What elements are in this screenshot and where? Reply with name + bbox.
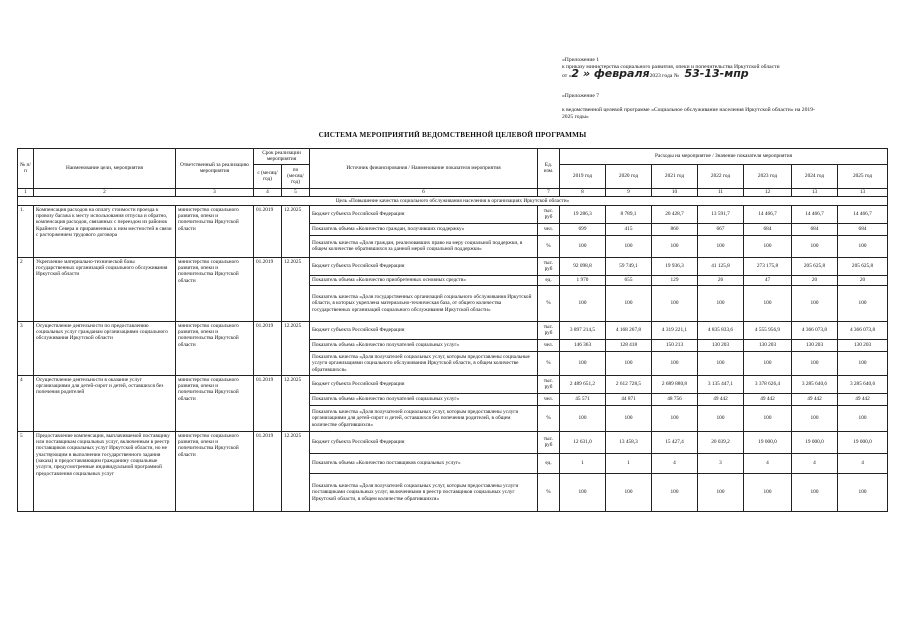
unit: ед.	[538, 453, 560, 473]
year-value: 47	[744, 275, 792, 285]
period-to: 12.2025	[282, 375, 310, 431]
period-from: 01.2019	[254, 431, 282, 511]
year-value: 100	[606, 405, 652, 431]
year-value: 3 135 447,1	[698, 375, 744, 393]
unit: %	[538, 351, 560, 375]
indicator-name: Бюджет субъекта Российской Федерации	[310, 257, 538, 275]
year-value: 860	[652, 223, 698, 235]
column-number: 8	[560, 188, 606, 196]
indicator-name: Показатель объема «Количество поставщиков социальных услуг»	[310, 453, 538, 473]
year-value: 130 203	[744, 339, 792, 351]
appendix-7-line2: 2025 годы»	[562, 114, 589, 120]
column-number: 3	[176, 188, 254, 196]
year-value: 100	[744, 285, 792, 321]
period-to: 12.2025	[282, 431, 310, 511]
year-value: 8 789,1	[606, 205, 652, 223]
table-row	[18, 205, 888, 223]
header-name: Наименование цели, мероприятия	[34, 149, 176, 189]
year-value: 92 098,8	[560, 257, 606, 275]
year-value: 415	[606, 223, 652, 235]
year-value: 4	[792, 453, 838, 473]
year-value: 2 689 880,8	[652, 375, 698, 393]
header-year: 2023 год	[744, 164, 792, 188]
year-value: 100	[698, 235, 744, 257]
year-value: 4 366 073,8	[838, 321, 888, 339]
column-number: 6	[310, 188, 538, 196]
year-value: 4	[838, 453, 888, 473]
indicator-name: Показатель качества «Доля получателей социальных услуг, которым предоставлены услуги поставщиками социальных услуг, включенными в реестр поставщиков социальных услуг Иркутской области, в общем количестве обратившихся»	[310, 473, 538, 511]
indicator-name: Показатель качества «Доля получателей социальных услуг, которым предоставлены услуги организациями для детей-сирот и детей, оставшихся без попечения родителей, в общем количестве обратившихся»	[310, 405, 538, 431]
period-to: 12.2025	[282, 205, 310, 257]
year-value: 684	[838, 223, 888, 235]
year-value: 100	[560, 285, 606, 321]
period-from: 01.2019	[254, 321, 282, 375]
year-value: 4 835 833,6	[698, 321, 744, 339]
measure-name: Компенсация расходов на оплату стоимости проезда к провозу багажа к месту использования отпуска и обратно, компенсация расходов, связанных с переездом из районов Крайнего Севера и приравненных к ним местностей в связи с расторжением трудового договора	[34, 205, 176, 257]
year-value: 1 970	[560, 275, 606, 285]
year-value: 100	[792, 285, 838, 321]
column-number: 11	[698, 188, 744, 196]
year-value: 100	[606, 351, 652, 375]
row-number: 4	[18, 375, 34, 431]
handwritten-date: 2 » февраля	[571, 67, 650, 80]
row-number: 2	[18, 257, 34, 321]
year-value: 20 039,2	[698, 431, 744, 453]
year-value: 59 749,1	[606, 257, 652, 275]
executor: министерство социального развития, опеки и попечительства Иркутской области	[176, 375, 254, 431]
year-value: 4	[652, 453, 698, 473]
header-unit: Ед. изм.	[538, 149, 560, 189]
year-value: 667	[698, 223, 744, 235]
year-value: 100	[744, 351, 792, 375]
column-number: 4	[254, 188, 282, 196]
year-value: 100	[560, 235, 606, 257]
year-value: 48 756	[652, 393, 698, 405]
column-number: 13	[838, 188, 888, 196]
year-value: 49 442	[838, 393, 888, 405]
unit: тыс. руб	[538, 375, 560, 393]
year-value: 45 571	[560, 393, 606, 405]
year-value: 100	[560, 405, 606, 431]
date-year: 2023 года №	[649, 73, 680, 79]
year-value: 100	[652, 473, 698, 511]
indicator-name: Бюджет субъекта Российской Федерации	[310, 431, 538, 453]
column-number: 1	[18, 188, 34, 196]
year-value: 100	[652, 285, 698, 321]
header-source: Источник финансирования / Наименование показателя мероприятия	[310, 149, 538, 189]
year-value: 100	[560, 351, 606, 375]
appendix-7-line1: к ведомственной целевой программе «Социальное обслуживание населения Иркутской области» на 2019-	[562, 107, 815, 113]
year-value: 100	[838, 285, 888, 321]
year-value: 100	[792, 235, 838, 257]
header-period: Срок реализации мероприятия	[254, 149, 310, 165]
year-value: 129	[652, 275, 698, 285]
unit: %	[538, 405, 560, 431]
year-value: 130 203	[838, 339, 888, 351]
unit: ед.	[538, 275, 560, 285]
year-value: 3 285 640,6	[792, 375, 838, 393]
year-value: 14 466,7	[792, 205, 838, 223]
column-number: 10	[652, 188, 698, 196]
year-value: 13 591,7	[698, 205, 744, 223]
unit: чел.	[538, 223, 560, 235]
year-value: 4 168 267,8	[606, 321, 652, 339]
header-year: 2022 год	[698, 164, 744, 188]
year-value: 13 458,3	[606, 431, 652, 453]
header-year: 2021 год	[652, 164, 698, 188]
year-value: 205 625,8	[838, 257, 888, 275]
indicator-name: Показатель качества «Доля государственных организаций социального обслуживания Иркутской области, в которых укреплена материально-техническая база, от общего количества государственных организаций социального обслуживания Иркутской области»	[310, 285, 538, 321]
appendix-7-title: «Приложение 7	[562, 93, 600, 99]
year-value: 4 555 956,9	[744, 321, 792, 339]
year-value: 100	[560, 473, 606, 511]
executor: министерство социального развития, опеки и попечительства Иркутской области	[176, 431, 254, 511]
unit: тыс. руб	[538, 431, 560, 453]
unit: чел.	[538, 339, 560, 351]
year-value: 100	[698, 473, 744, 511]
year-value: 12 631,0	[560, 431, 606, 453]
appendix-1-title: «Приложение 1	[562, 57, 600, 63]
year-value: 100	[792, 473, 838, 511]
header-to: по (месяц/год)	[282, 164, 310, 188]
year-value: 130 203	[792, 339, 838, 351]
year-value: 100	[838, 473, 888, 511]
year-value: 100	[652, 351, 698, 375]
year-value: 1	[560, 453, 606, 473]
year-value: 100	[792, 405, 838, 431]
year-value: 49 442	[792, 393, 838, 405]
year-value: 41 125,8	[698, 257, 744, 275]
header-from: с (месяц/год)	[254, 164, 282, 188]
year-value: 100	[606, 285, 652, 321]
year-value: 19 936,3	[652, 257, 698, 275]
header-year: 2024 год	[792, 164, 838, 188]
table-row	[18, 257, 888, 275]
year-value: 100	[698, 351, 744, 375]
year-value: 2 612 728,5	[606, 375, 652, 393]
period-from: 01.2019	[254, 375, 282, 431]
year-value: 19 000,0	[744, 431, 792, 453]
year-value: 4	[744, 453, 792, 473]
indicator-name: Показатель объема «Количество приобретенных основных средств»	[310, 275, 538, 285]
year-value: 100	[838, 405, 888, 431]
table-row	[18, 431, 888, 453]
year-value: 100	[652, 405, 698, 431]
year-value: 19 000,0	[792, 431, 838, 453]
year-value: 14 466,7	[744, 205, 792, 223]
unit: тыс. руб	[538, 321, 560, 339]
year-value: 100	[606, 473, 652, 511]
year-value: 150 213	[652, 339, 698, 351]
column-number: 2	[34, 188, 176, 196]
indicator-name: Показатель объема «Количество получателей социальных услуг»	[310, 339, 538, 351]
year-value: 26	[698, 275, 744, 285]
executor: министерство социального развития, опеки и попечительства Иркутской области	[176, 205, 254, 257]
column-number: 13	[792, 188, 838, 196]
column-number-row	[18, 188, 888, 196]
year-value: 699	[560, 223, 606, 235]
row-number: 3	[18, 321, 34, 375]
year-value: 1	[606, 453, 652, 473]
year-value: 100	[744, 235, 792, 257]
measure-name: Осуществление деятельности по предоставлению социальных услуг гражданам организациями социального обслуживания Иркутской области	[34, 321, 176, 375]
year-value: 205 625,8	[792, 257, 838, 275]
measure-name: Осуществление деятельности в оказание услуг организациями для детей-сирот и детей, оставшихся без попечения родителей	[34, 375, 176, 431]
year-value: 100	[792, 351, 838, 375]
year-value: 100	[698, 405, 744, 431]
year-value: 100	[698, 285, 744, 321]
executor: министерство социального развития, опеки и попечительства Иркутской области	[176, 257, 254, 321]
indicator-name: Показатель качества «Доля получателей социальных услуг, которым предоставлены социальные услуги организациями социального обслуживания Иркутской области, в общем количестве обратившихся»	[310, 351, 538, 375]
year-value: 49 442	[744, 393, 792, 405]
year-value: 128 418	[606, 339, 652, 351]
column-number: 7	[538, 188, 560, 196]
year-value: 146 363	[560, 339, 606, 351]
header-executor: Ответственный за реализацию мероприятия	[176, 149, 254, 189]
year-value: 684	[744, 223, 792, 235]
indicator-name: Показатель объема «Количество получателей социальных услуг»	[310, 393, 538, 405]
goal-row: Цель «Повышение качества социального обслуживания населения в организациях Иркутской области»	[18, 196, 888, 205]
appendix-1-block	[562, 57, 862, 80]
document-title: СИСТЕМА МЕРОПРИЯТИЙ ВЕДОМСТВЕННОЙ ЦЕЛЕВОЙ ПРОГРАММЫ	[318, 131, 587, 139]
period-to: 12.2025	[282, 321, 310, 375]
executor: министерство социального развития, опеки и попечительства Иркутской области	[176, 321, 254, 375]
table-row	[18, 321, 888, 339]
unit: %	[538, 235, 560, 257]
column-number: 9	[606, 188, 652, 196]
appendix-1-order: к приказу министерства социального развития, опеки и попечительства Иркутской области	[562, 64, 780, 70]
year-value: 44 871	[606, 393, 652, 405]
year-value: 14 466,7	[838, 205, 888, 223]
year-value: 3 285 640,6	[838, 375, 888, 393]
header-expenses: Расходы на мероприятие / Значение показателя мероприятия	[560, 149, 888, 165]
appendix-7-block	[562, 93, 862, 121]
year-value: 15 427,4	[652, 431, 698, 453]
year-value: 3	[698, 453, 744, 473]
year-value: 3 378 626,4	[744, 375, 792, 393]
year-value: 4 366 073,8	[792, 321, 838, 339]
header-year: 2019 год	[560, 164, 606, 188]
date-prefix: от «	[562, 73, 572, 79]
measure-name: Укрепление материально-технической базы государственных организаций социального обслуживания Иркутской области	[34, 257, 176, 321]
indicator-name: Бюджет субъекта Российской Федерации	[310, 375, 538, 393]
column-number: 5	[282, 188, 310, 196]
period-from: 01.2019	[254, 257, 282, 321]
table-row	[18, 375, 888, 393]
year-value: 4 319 221,1	[652, 321, 698, 339]
indicator-name: Бюджет субъекта Российской Федерации	[310, 205, 538, 223]
year-value: 100	[652, 235, 698, 257]
period-to: 12.2025	[282, 257, 310, 321]
year-value: 684	[792, 223, 838, 235]
year-value: 100	[606, 235, 652, 257]
unit: чел.	[538, 393, 560, 405]
indicator-name: Показатель качества «Доля граждан, реализовавших право на меру социальной поддержки, в общем количестве обратившихся за данной мерой социальной поддержки»	[310, 235, 538, 257]
year-value: 19 000,0	[838, 431, 888, 453]
year-value: 20	[838, 275, 888, 285]
unit: %	[538, 285, 560, 321]
year-value: 19 286,3	[560, 205, 606, 223]
year-value: 655	[606, 275, 652, 285]
program-table	[17, 148, 888, 512]
year-value: 100	[744, 473, 792, 511]
row-number: 1.	[18, 205, 34, 257]
handwritten-order-number: 53-13-мпр	[684, 67, 749, 80]
year-value: 20 428,7	[652, 205, 698, 223]
year-value: 3 897 214,5	[560, 321, 606, 339]
year-value: 20	[792, 275, 838, 285]
year-value: 273 175,8	[744, 257, 792, 275]
header-no: № п/п	[18, 149, 34, 189]
column-number: 12	[744, 188, 792, 196]
indicator-name: Показатель объема «Количество граждан, получивших поддержку»	[310, 223, 538, 235]
year-value: 2 489 651,2	[560, 375, 606, 393]
unit: тыс. руб	[538, 257, 560, 275]
unit: %	[538, 473, 560, 511]
unit: тыс. руб	[538, 205, 560, 223]
year-value: 100	[838, 351, 888, 375]
header-year: 2020 год	[606, 164, 652, 188]
year-value: 130 203	[698, 339, 744, 351]
row-number: 5	[18, 431, 34, 511]
year-value: 100	[744, 405, 792, 431]
year-value: 100	[838, 235, 888, 257]
measure-name: Предоставление компенсации, выплачиваемой поставщику или поставщикам социальных услуг, включенным в реестр поставщиков социальных услуг Иркутской области, но не участвующим в выполнении государственного задания (заказа) и предоставляющим гражданину социальные услуги, предусмотренные индивидуальной программой предоставления социальных услуг	[34, 431, 176, 511]
indicator-name: Бюджет субъекта Российской Федерации	[310, 321, 538, 339]
period-from: 01.2019	[254, 205, 282, 257]
header-year: 2025 год	[838, 164, 888, 188]
year-value: 49 442	[698, 393, 744, 405]
